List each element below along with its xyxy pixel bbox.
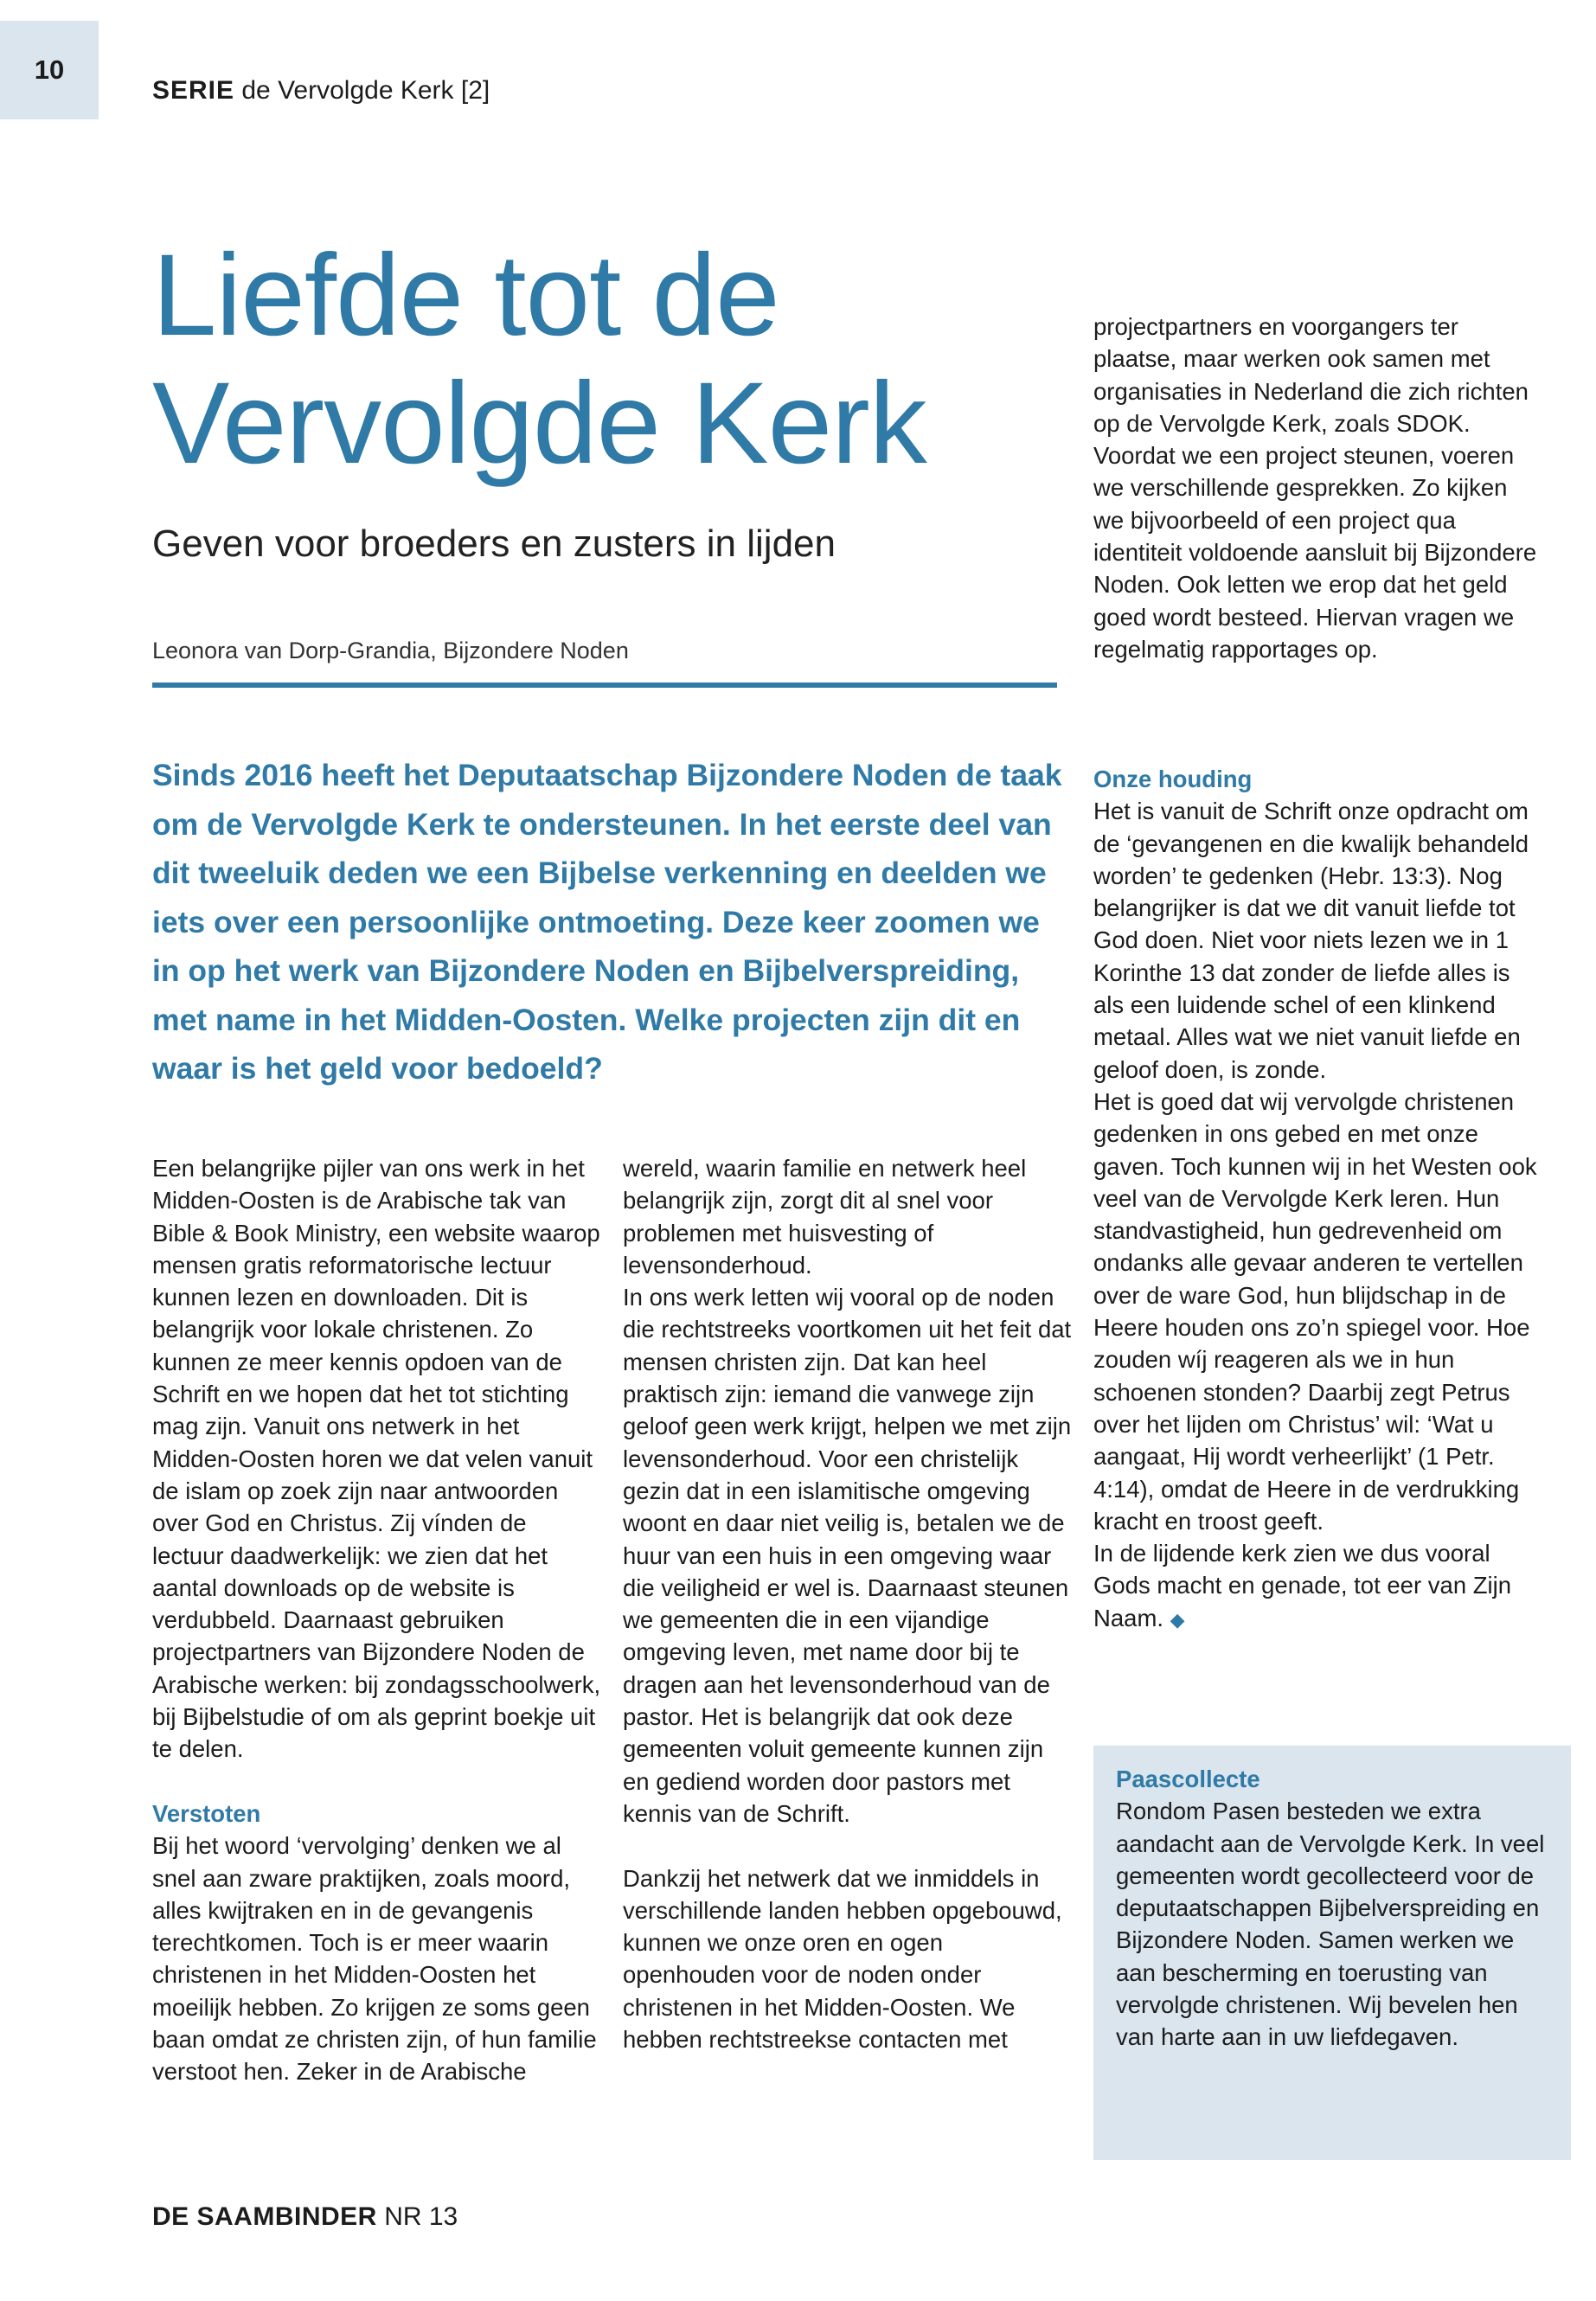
col3-paragraph-2: Voordat we een project steunen, voeren we verschillende gesprekken. Zo kijken we bijvoorbeeld of een project qua identiteit voldoende aansluit bij Bijzondere Noden. Ook letten we erop dat het geld goed wordt besteed. Hiervan vragen we regelmatig rapportages op. [1093,442,1537,663]
title-divider [152,683,1057,688]
box-heading: Paascollecte [1116,1766,1260,1792]
col3-paragraph-1: projectpartners en voorgangers ter plaatse, maar werken ook samen met organisaties in Nederland die zich richten op de Vervolgde Kerk, zoals SDOK. [1093,313,1529,437]
article-title [152,232,1069,488]
text-column-1 [152,1152,602,2088]
series-part: [2] [460,76,490,105]
col3-paragraph-5-text: In de lijdende kerk zien we dus vooral Gods macht en genade, tot eer van Zijn Naam. [1093,1540,1512,1631]
page-number [0,21,99,119]
article-title-line1: Liefde tot de [152,231,779,360]
box-text: Rondom Pasen besteden we extra aandacht aan de Vervolgde Kerk. In veel gemeenten wordt gecollecteerd voor de deputaatschappen Bijbelverspreiding en Bijzondere Noden. Samen werken we aan bescherming en toerusting van vervolgde christenen. Wij bevelen hen van harte aan in uw liefdegaven. [1116,1798,1545,2051]
paragraph-gap [623,1830,1073,1862]
section-heading-onze-houding: Onze houding [1093,766,1253,792]
issue-number: NR 13 [384,2202,458,2231]
article-subtitle: Geven voor broeders en zusters in lijden [152,522,836,565]
col3-paragraph-4: Het is goed dat wij vervolgde christenen gedenken in ons gebed en met onze gaven. Toch kunnen wij in het Westen ook veel van de Vervolgde Kerk leren. Hun standvastigheid, hun gedrevenheid om ondanks alle gevaar anderen te vertellen over de ware God, hun blijdschap in de Heere houden ons zo’n spiegel voor. Hoe zouden wíj reageren als we in hun schoenen stonden? Daarbij zegt Petrus over het lijden om Christus’ wil: ‘Wat u aangaat, Hij wordt verheerlijkt’ (1 Petr. 4:14), omdat de Heere in de verdrukking kracht en troost geeft. [1093,1087,1537,1535]
publication-name: DE SAAMBINDER [152,2202,377,2231]
text-column-3-bottom [1093,763,1543,1636]
col3-paragraph-3: Het is vanuit de Schrift onze opdracht om de ‘gevangenen en die kwalijk behandeld worden’ te gedenken (Hebr. 13:3). Nog belangrijker is dat we dit vanuit liefde tot God doen. Niet voor niets lezen we in 1 Korinthe 13 dat zonder de liefde alles is als een luidende schel of een klinkend metaal. Alles wat we niet vanuit liefde en geloof doen, is zonde. [1093,798,1529,1083]
col2-paragraph-3: Dankzij het netwerk dat we inmiddels in verschillende landen hebben opgebouwd, kunnen we onze oren en ogen openhouden voor de noden onder christenen in het Midden-Oosten. We hebben rechtstreekse contacten met [623,1864,1062,2054]
col2-paragraph-1: wereld, waarin familie en netwerk heel belangrijk zijn, zorgt dit al snel voor problemen met huisvesting of levensonderhoud. [623,1155,1027,1279]
col2-paragraph-2: In ons werk letten wij vooral op de noden die rechtstreeks voortkomen uit het feit dat mensen christen zijn. Dat kan heel praktisch zijn: iemand die vanwege zijn geloof geen werk krijgt, helpen we met zijn levensonderhoud. Voor een christelijk gezin dat in een islamitische omgeving woont en daar niet veilig is, betalen we de huur van een huis in een omgeving waar die veiligheid er wel is. Daarnaast steunen we gemeenten die in een vijandige omgeving leven, met name door bij te dragen aan het levensonderhoud van de pastor. Het is belangrijk dat ook deze gemeenten voluit gemeente kunnen zijn en gediend worden door pastors met kennis van de Schrift. [623,1284,1072,1827]
paragraph-gap [152,1766,602,1798]
diamond-icon: ◆ [1170,1608,1185,1631]
series-header [152,76,490,106]
article-byline: Leonora van Dorp-Grandia, Bijzondere Noden [152,638,629,663]
page-footer [152,2202,458,2232]
series-label: SERIE [152,76,235,105]
text-column-2 [623,1152,1073,2055]
article-title-line2: Vervolgde Kerk [152,359,926,488]
col1-paragraph-1: Een belangrijke pijler van ons werk in het Midden-Oosten is de Arabische tak van Bible & Book Ministry, een website waarop mensen gratis reformatorische lectuur kunnen lezen en downloaden. Dit is belangrijk voor lokale christenen. Zo kunnen ze meer kennis opdoen van de Schrift en we hopen dat het tot stichting mag zijn. Vanuit ons netwerk in het Midden-Oosten horen we dat velen vanuit de islam op zoek zijn naar antwoorden over God en Christus. Zij vínden de lectuur daadwerkelijk: we zien dat het aantal downloads op de website is verdubbeld. Daarnaast gebruiken projectpartners van Bijzondere Noden de Arabische werken: bij zondagsschoolwerk, bij Bijbelstudie of om als geprint boekje uit te delen. [152,1155,601,1763]
paascollecte-box [1093,1746,1571,2160]
article-intro: Sinds 2016 heeft het Deputaatschap Bijzondere Noden de taak om de Vervolgde Kerk te ondersteunen. In het eerste deel van dit tweeluik deden we een Bijbelse verkenning en deelden we iets over een persoonlijke ontmoeting. Deze keer zoomen we in op het werk van Bijzondere Noden en Bijbelverspreiding, met name in het Midden-Oosten. Welke projecten zijn dit en waar is het geld voor bedoeld? [152,758,1062,1086]
page-number-text: 10 [34,54,65,85]
series-title: de Vervolgde Kerk [241,76,454,105]
section-heading-verstoten: Verstoten [152,1799,261,1827]
text-column-3-top [1093,311,1543,665]
col1-paragraph-2: Bij het woord ‘vervolging’ denken we al snel aan zware praktijken, zoals moord, alles kwijtraken en in de gevangenis terechtkomen. Toch is er meer waarin christenen in het Midden-Oosten het moeilijk hebben. Zo krijgen ze soms geen baan omdat ze christen zijn, of hun familie verstoot hen. Zeker in de Arabische [152,1832,597,2086]
col3-paragraph-5 [1093,1537,1543,1636]
